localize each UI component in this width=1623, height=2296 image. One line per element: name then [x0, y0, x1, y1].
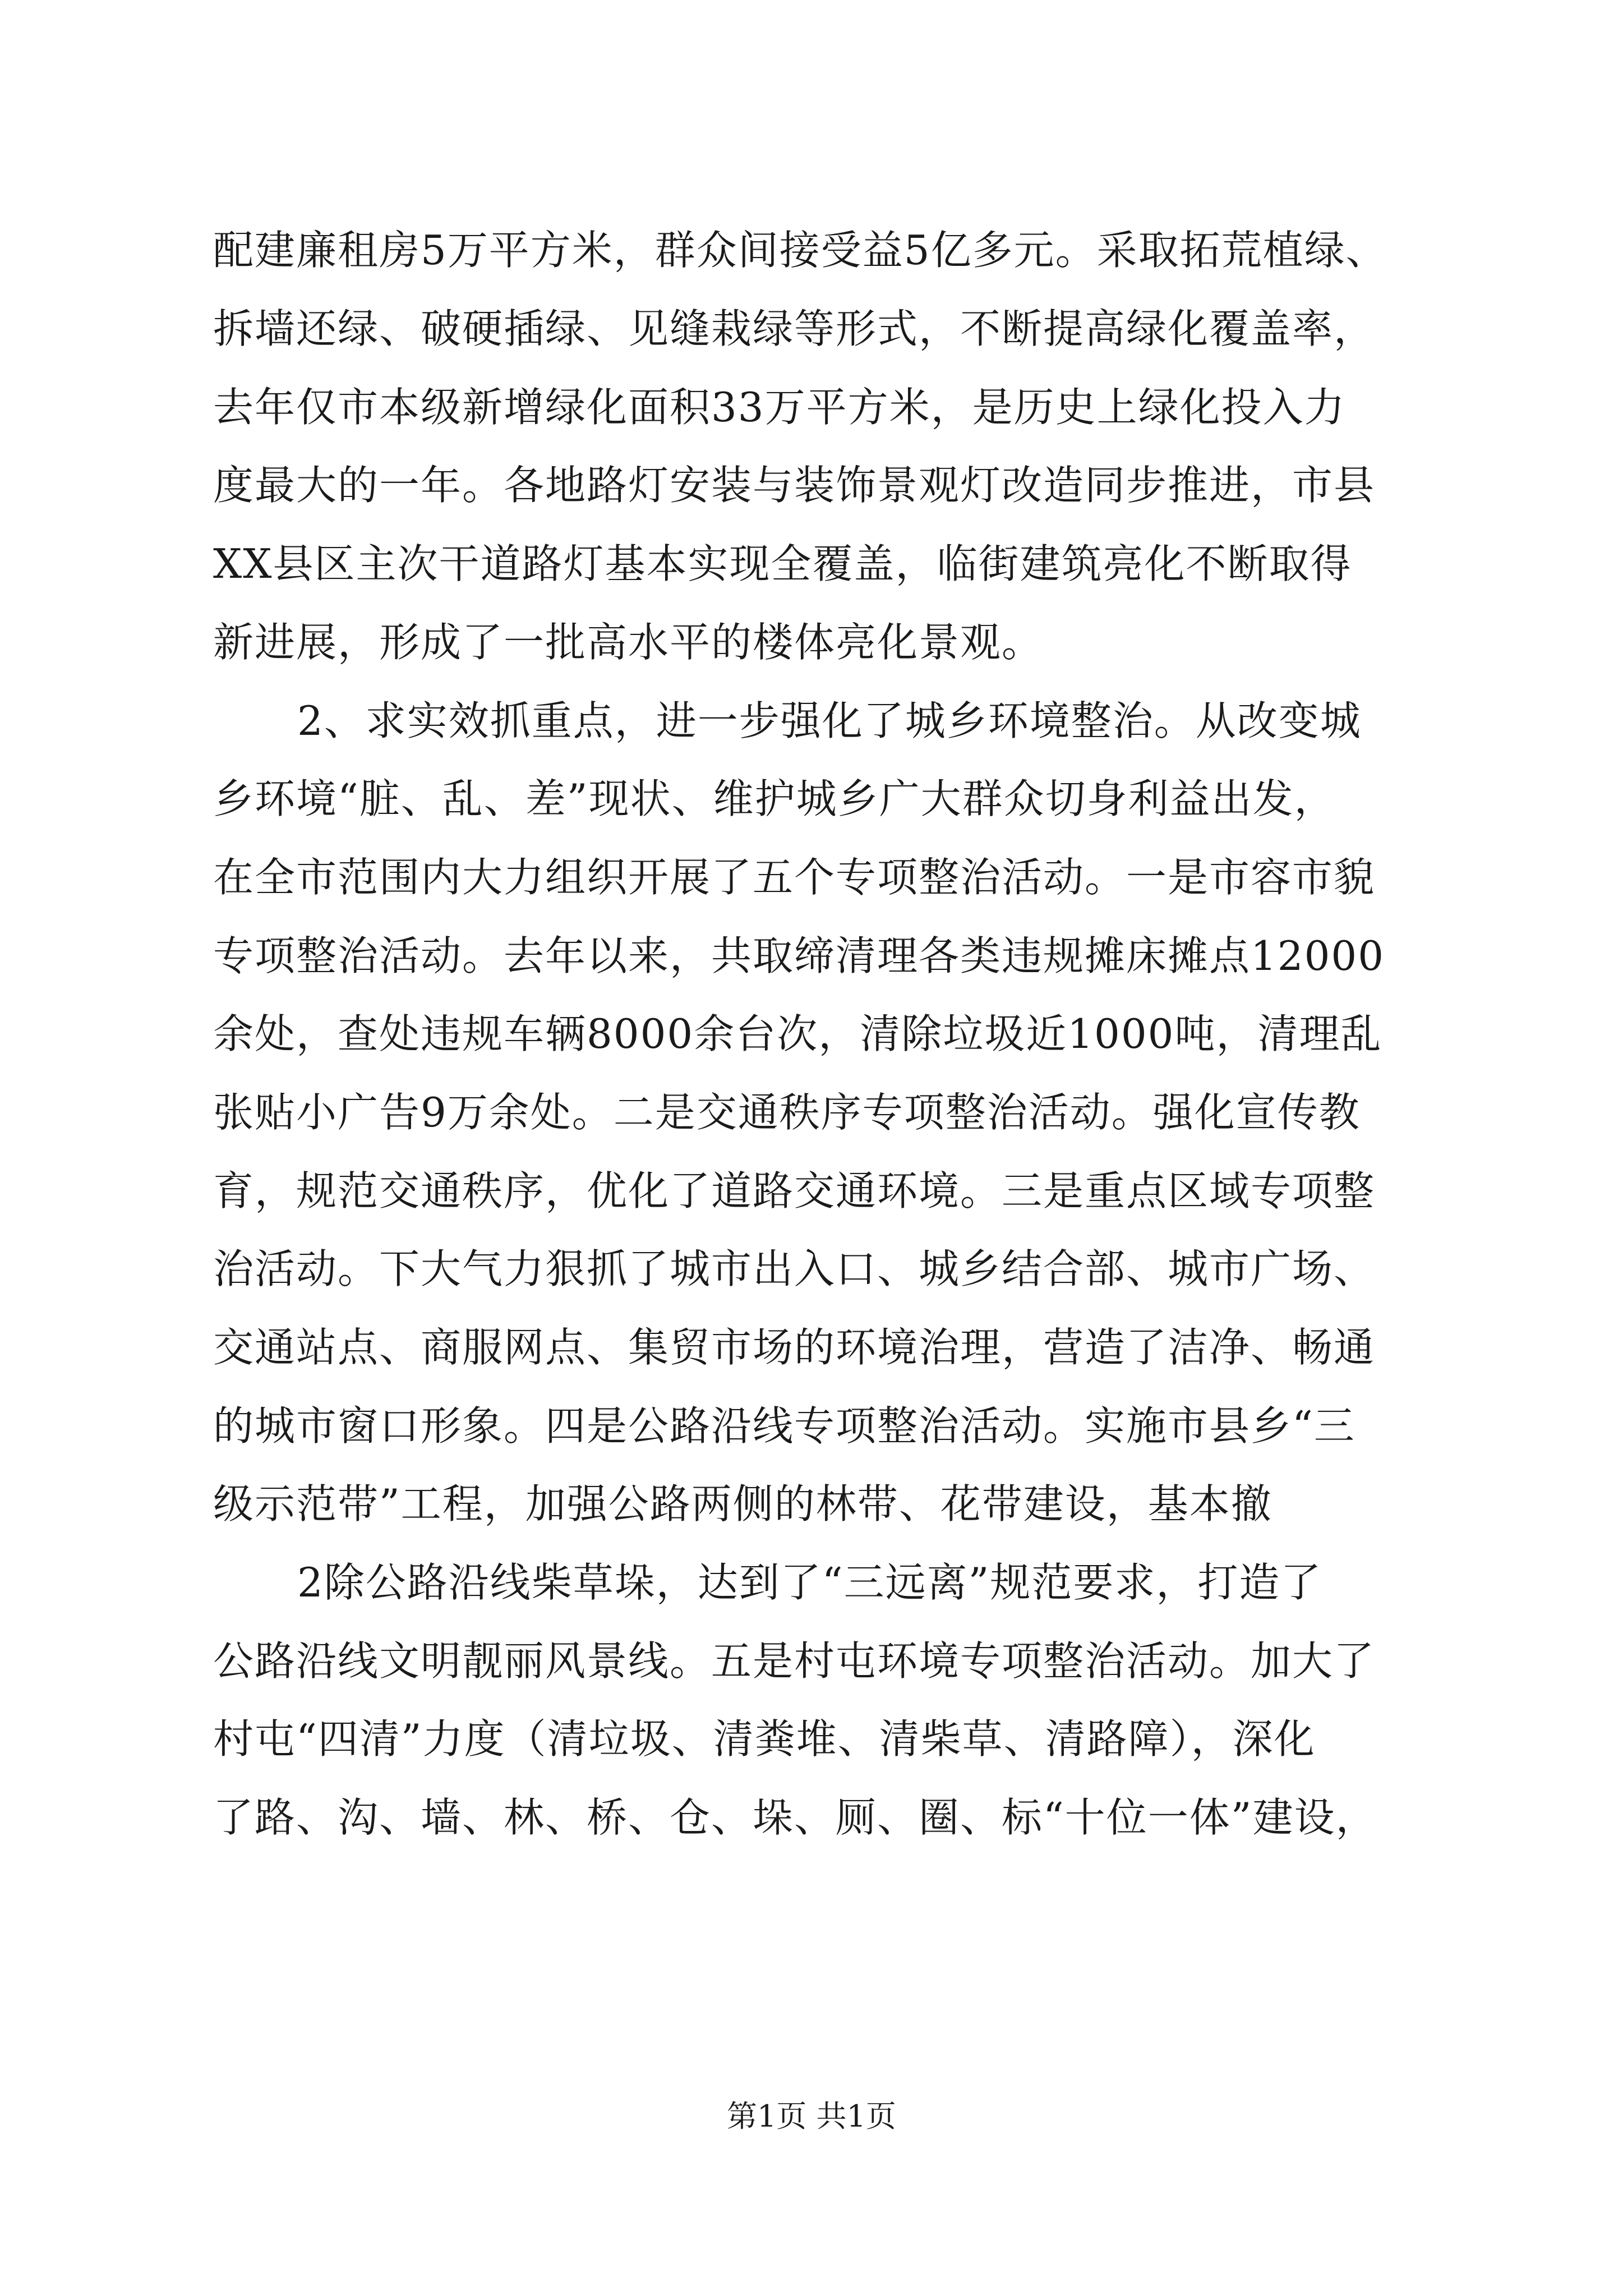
text-line: 在全市范围内大力组织开展了五个专项整治活动。一是市容市貌 — [213, 854, 1376, 901]
text-line: 公路沿线文明靓丽风景线。五是村屯环境专项整治活动。加大了 — [213, 1637, 1376, 1685]
text-line: 配建廉租房5万平方米，群众间接受益5亿多元。采取拓荒植绿、 — [213, 227, 1387, 274]
text-line: 去年仅市本级新增绿化面积33万平方米，是历史上绿化投入力 — [213, 384, 1346, 431]
text-line: 育，规范交通秩序，优化了道路交通环境。三是重点区域专项整 — [213, 1167, 1376, 1214]
text-line: 交通站点、商服网点、集贸市场的环境治理，营造了洁净、畅通 — [213, 1324, 1376, 1371]
text-line: 新进展，形成了一批高水平的楼体亮化景观。 — [213, 619, 1044, 666]
page-number-footer: 第1页 共1页 — [727, 2099, 896, 2134]
text-line: 治活动。下大气力狠抓了城市出入口、城乡结合部、城市广场、 — [213, 1245, 1376, 1292]
text-line: 拆墙还绿、破硬插绿、见缝栽绿等形式，不断提高绿化覆盖率， — [213, 305, 1376, 352]
text-line: 级示范带”工程，加强公路两侧的林带、花带建设，基本撤 — [213, 1480, 1272, 1527]
text-line: 村屯“四清”力度（清垃圾、清粪堆、清柴草、清路障），深化 — [213, 1715, 1316, 1763]
text-line: 张贴小广告9万余处。二是交通秩序专项整治活动。强化宣传教 — [213, 1089, 1361, 1136]
text-line: 的城市窗口形象。四是公路沿线专项整治活动。实施市县乡“三 — [213, 1402, 1355, 1450]
text-line: 度最大的一年。各地路灯安装与装饰景观灯改造同步推进，市县 — [213, 462, 1376, 509]
text-line: 专项整治活动。去年以来，共取缔清理各类违规摊床摊点12000 — [213, 932, 1385, 979]
text-line: 余处，查处违规车辆8000余台次，清除垃圾近1000吨，清理乱 — [213, 1010, 1382, 1057]
paragraph-start-line: 2除公路沿线柴草垛，达到了“三远离”规范要求，打造了 — [297, 1559, 1322, 1606]
paragraph-start-line: 2、求实效抓重点，进一步强化了城乡环境整治。从改变城 — [297, 697, 1362, 744]
text-line: 了路、沟、墙、林、桥、仓、垛、厕、圈、标“十位一体”建设， — [213, 1794, 1377, 1841]
text-line: XX县区主次干道路灯基本实现全覆盖，临街建筑亮化不断取得 — [213, 540, 1352, 587]
text-line: 乡环境“脏、乱、差”现状、维护城乡广大群众切身利益出发， — [213, 775, 1336, 822]
